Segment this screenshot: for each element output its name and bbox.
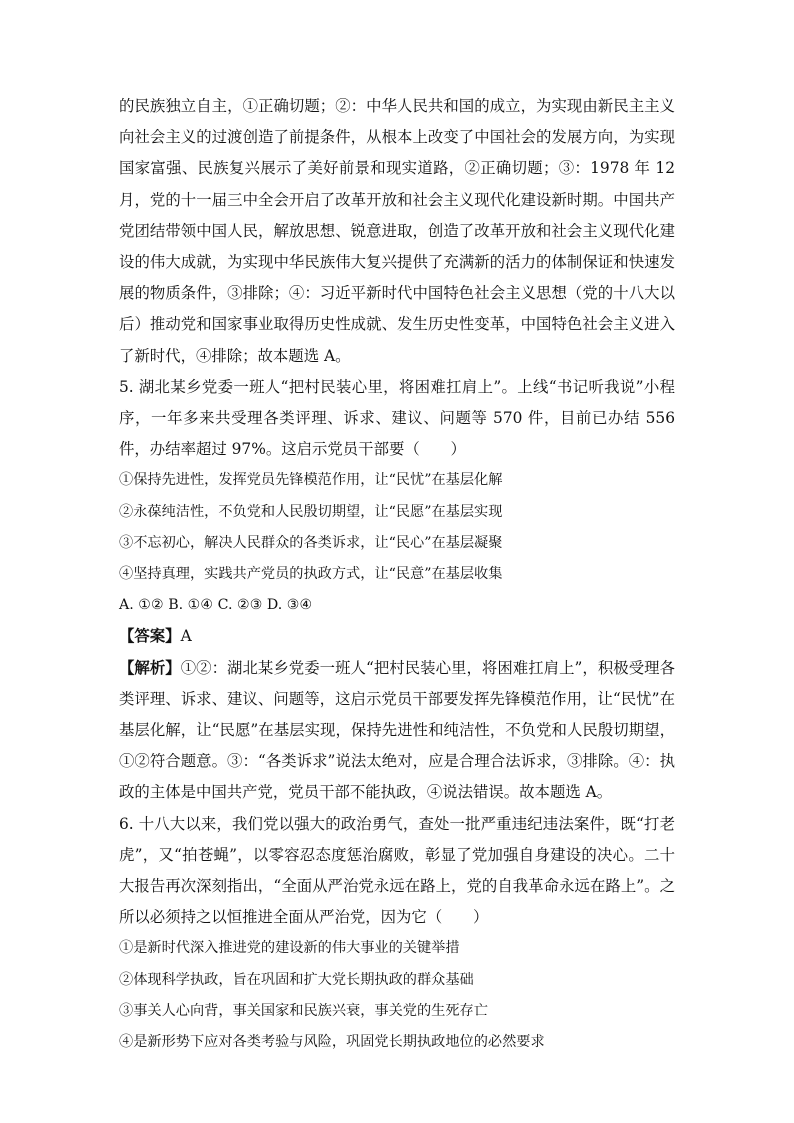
analysis-label: 【解析】 — [119, 658, 181, 677]
analysis-text: ①②：湖北某乡党委一班人“把村民装心里，将困难扛肩上”，积极受理各类评理、诉求、建议、问题等，这启示党员干部要发挥先锋模范作用，让“民忧”在基层化解，让“民愿”在基层实现，保持先进性和纯洁性，不负党和人民殷切期望，①②符合题意。③：“各类诉求”说法太绝对，应是合理合法诉求，③排除。④：执政的主体是中国共产党，党员干部不能执政，④说法错误。故本题选 A。 — [119, 658, 675, 802]
question-5 — [119, 372, 675, 809]
question-5-option-3: ③不忘初心，解决人民群众的各类诉求，让“民心”在基层凝聚 — [119, 534, 503, 551]
previous-explanation: 的民族独立自主，①正确切题；②：中华人民共和国的成立，为实现由新民主主义向社会主义的过渡创造了前提条件，从根本上改变了中国社会的发展方向，为实现国家富强、民族复兴展示了美好前景和现实道路，②正确切题；③：1978 年 12 月，党的十一届三中全会开启了改革开放和社会主义现代化建设新时期。中国共产党团结带领中国人民，解放思想、锐意进取，创造了改革开放和社会主义现代化建设的伟大成就，为实现中华民族伟大复兴提供了充满新的活力的体制保证和快速发展的物质条件，③排除；④：习近平新时代中国特色社会主义思想（党的十八大以后）推动党和国家事业取得历史性成就、发生历史性变革，中国特色社会主义进入了新时代，④排除；故本题选 A。 — [119, 97, 675, 365]
answer-label: 【答案】 — [119, 627, 181, 646]
answer-value: A — [180, 627, 192, 646]
question-6-option-2: ②体现科学执政，旨在巩固和扩大党长期执政的群众基础 — [119, 971, 474, 988]
document-content — [119, 91, 675, 1058]
question-5-answer — [119, 621, 675, 652]
question-5-option-1: ①保持先进性，发挥党员先锋模范作用，让“民忧”在基层化解 — [119, 472, 503, 489]
question-5-option-4: ④坚持真理，实践共产党员的执政方式，让“民意”在基层收集 — [119, 566, 503, 583]
question-6 — [119, 809, 675, 1059]
question-5-stem: 5. 湖北某乡党委一班人“把村民装心里，将困难扛肩上”。上线“书记听我说”小程序，一年多来共受理各类评理、诉求、建议、问题等 570 件，目前已办结 556 件，办结率超过 97%。这启示党员干部要（ ） — [119, 377, 675, 459]
question-6-option-3: ③事关人心向背，事关国家和民族兴衰，事关党的生死存亡 — [119, 1002, 488, 1019]
question-5-choices: A. ①② B. ①④ C. ②③ D. ③④ — [119, 597, 313, 614]
question-6-stem: 6. 十八大以来，我们党以强大的政治勇气，查处一批严重违纪违法案件，既“打老虎”，又“拍苍蝇”，以零容忍态度惩治腐败，彰显了党加强自身建设的决心。二十大报告再次深刻指出，“全面从严治党永远在路上，党的自我革命永远在路上”。之所以必须持之以恒推进全面从严治党，因为它（ ） — [119, 814, 675, 927]
question-5-option-2: ②永葆纯洁性，不负党和人民殷切期望，让“民愿”在基层实现 — [119, 503, 503, 520]
question-6-option-1: ①是新时代深入推进党的建设新的伟大事业的关键举措 — [119, 940, 460, 957]
question-5-analysis — [119, 653, 675, 809]
question-6-option-4: ④是新形势下应对各类考验与风险，巩固党长期执政地位的必然要求 — [119, 1034, 545, 1051]
